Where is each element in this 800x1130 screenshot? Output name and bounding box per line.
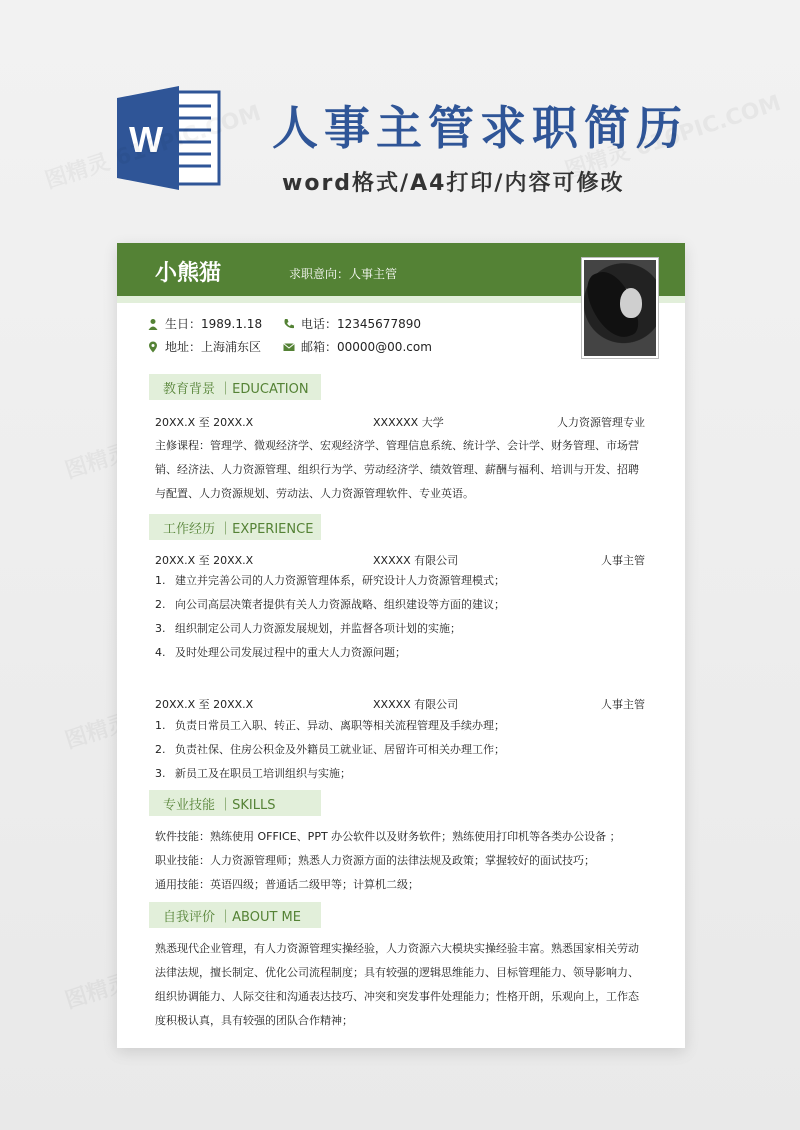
profile-photo: [582, 258, 658, 358]
section-education-heading: 教育背景 ｜EDUCATION: [149, 374, 321, 400]
job-duty: 2. 向公司高层决策者提供有关人力资源战略、组织建设等方面的建议；: [155, 598, 505, 611]
job-intent: 求职意向：人事主管: [289, 267, 398, 281]
location-pin-icon: [147, 341, 159, 353]
job-title: 人事主管: [601, 554, 645, 567]
job-duty: 3. 组织制定公司人力资源发展规划，并监督各项计划的实施；: [155, 622, 461, 635]
word-logo-icon: [117, 84, 225, 192]
education-school: XXXXXX 大学: [373, 416, 444, 429]
section-skills-heading: 专业技能 ｜SKILLS: [149, 790, 321, 816]
candidate-name: 小熊猫: [155, 261, 222, 286]
phone-icon: [283, 318, 295, 330]
job-duty: 3. 新员工及在职员工培训组织与实施；: [155, 767, 351, 780]
skill-line: 通用技能：英语四级；普通话二级甲等；计算机二级；: [155, 878, 419, 891]
education-major: 人力资源管理专业: [557, 416, 645, 429]
banner-title: 人事主管求职简历: [272, 101, 688, 155]
job-company: XXXXX 有限公司: [373, 554, 459, 567]
job-period: 20XX.X 至 20XX.X: [155, 698, 254, 711]
job-duty: 2. 负责社保、住房公积金及外籍员工就业证、居留许可相关办理工作；: [155, 743, 505, 756]
skill-line: 职业技能：人力资源管理师；熟悉人力资源方面的法律法规及政策；掌握较好的面试技巧；: [155, 854, 595, 867]
job-company: XXXXX 有限公司: [373, 698, 459, 711]
education-courses: 主修课程：管理学、微观经济学、宏观经济学、管理信息系统、统计学、会计学、财务管理、市场营销、经济法、人力资源管理、组织行为学、劳动经济学、绩效管理、薪酬与福利、培训与开发、招聘与配置、人力资源规划、劳动法、人力资源管理软件、专业英语。: [155, 439, 639, 500]
info-address: 地址：上海浦东区: [147, 338, 261, 355]
job-period: 20XX.X 至 20XX.X: [155, 554, 254, 567]
info-birthday: 生日：1989.1.18: [147, 315, 262, 332]
job-duty: 1. 建立并完善公司的人力资源管理体系，研究设计人力资源管理模式；: [155, 574, 505, 587]
mail-icon: [283, 341, 295, 353]
person-icon: [147, 318, 159, 330]
job-duty: 1. 负责日常员工入职、转正、异动、离职等相关流程管理及手续办理；: [155, 719, 505, 732]
section-experience-heading: 工作经历 ｜EXPERIENCE: [149, 514, 321, 540]
skill-line: 软件技能：熟练使用 OFFICE、PPT 办公软件以及财务软件；熟练使用打印机等各类办公设备 ；: [155, 830, 621, 843]
info-email: 邮箱：00000@00.com: [283, 338, 432, 355]
section-about-heading: 自我评价 ｜ABOUT ME: [149, 902, 321, 928]
resume-page: [117, 243, 685, 1048]
job-duty: 4. 及时处理公司发展过程中的重大人力资源问题；: [155, 646, 406, 659]
education-period: 20XX.X 至 20XX.X: [155, 416, 254, 429]
job-title: 人事主管: [601, 698, 645, 711]
self-evaluation-text: 熟悉现代企业管理，有人力资源管理实操经验，人力资源六大模块实操经验丰富。熟悉国家相关劳动法律法规，擅长制定、优化公司流程制度；具有较强的逻辑思维能力、目标管理能力、领导影响力、组织协调能力、人际交往和沟通表达技巧、冲突和突发事件处理能力；性格开朗，乐观向上，工作态度积极认真，具有较强的团队合作精神；: [155, 942, 639, 1027]
banner-subtitle: word格式/A4打印/内容可修改: [282, 171, 625, 196]
info-phone: 电话：12345677890: [283, 315, 421, 332]
svg-text:W: W: [129, 119, 163, 160]
